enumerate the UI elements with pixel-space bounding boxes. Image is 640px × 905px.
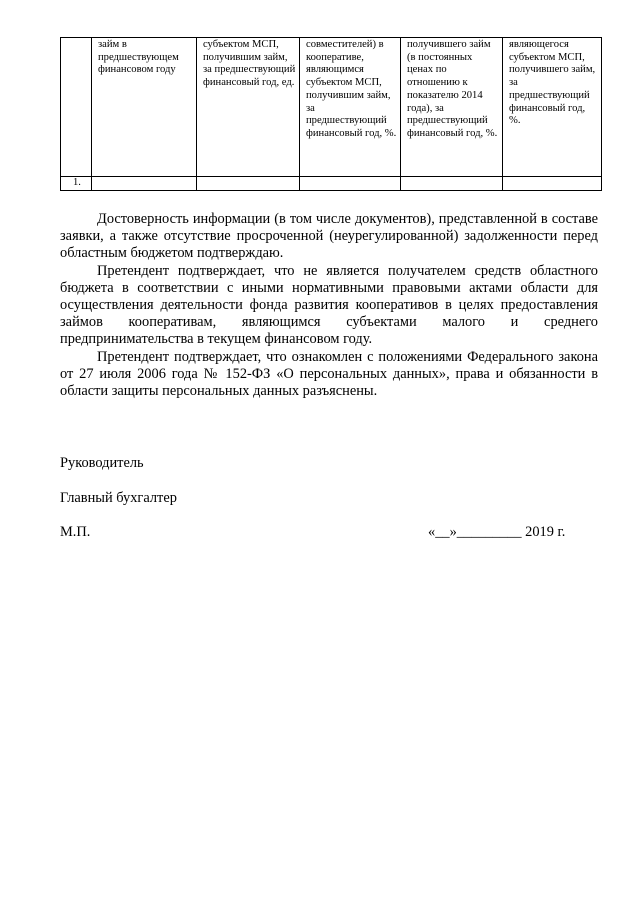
table-cell <box>197 177 300 191</box>
indicators-table <box>60 37 602 191</box>
table-cell: займ в предшествующем финансовом году <box>92 38 197 177</box>
personal-data-paragraph: Претендент подтверждает, что ознакомлен с положениями Федерального закона от 27 июля 2006 года № 152-ФЗ «О персональных данных», права и обязанности в области защиты персональных данных разъяснены. <box>60 349 598 399</box>
table-cell: субъектом МСП, получившим займ, за предшествующий финансовый год, ед. <box>197 38 300 177</box>
signature-date: «__»_________ 2019 г. <box>428 524 566 540</box>
row-number: 1. <box>61 177 92 191</box>
table-header-row <box>61 38 602 177</box>
table-cell: получившего займ (в постоянных ценах по отношению к показателю 2014 года), за предшествующий финансовый год, %. <box>401 38 503 177</box>
table-cell <box>503 177 602 191</box>
table-cell <box>92 177 197 191</box>
table-cell: совместителей) в кооперативе, являющимся субъектом МСП, получившим займ, за предшествующий финансовый год, %. <box>300 38 401 177</box>
table-cell: являющегося субъектом МСП, получившего займ, за предшествующий финансовый год, %. <box>503 38 602 177</box>
reliability-paragraph: Достоверность информации (в том числе документов), представленной в составе заявки, а также отсутствие просроченной (неурегулированной) задолженности перед областным бюджетом подтверждаю. <box>60 211 598 261</box>
accountant-signature-label: Главный бухгалтер <box>60 490 177 506</box>
non-recipient-paragraph: Претендент подтверждает, что не является получателем средств областного бюджета в соответствии с иными нормативными правовыми актами области для осуществления деятельности фонда развития кооперативов в целях предоставления займов кооперативам, являющимся субъектами малого и среднего предпринимательства в текущем финансовом году. <box>60 263 598 347</box>
table-cell <box>401 177 503 191</box>
table-row <box>61 177 602 191</box>
table-cell <box>61 38 92 177</box>
stamp-label: М.П. <box>60 524 91 540</box>
table-cell <box>300 177 401 191</box>
head-signature-label: Руководитель <box>60 455 144 471</box>
